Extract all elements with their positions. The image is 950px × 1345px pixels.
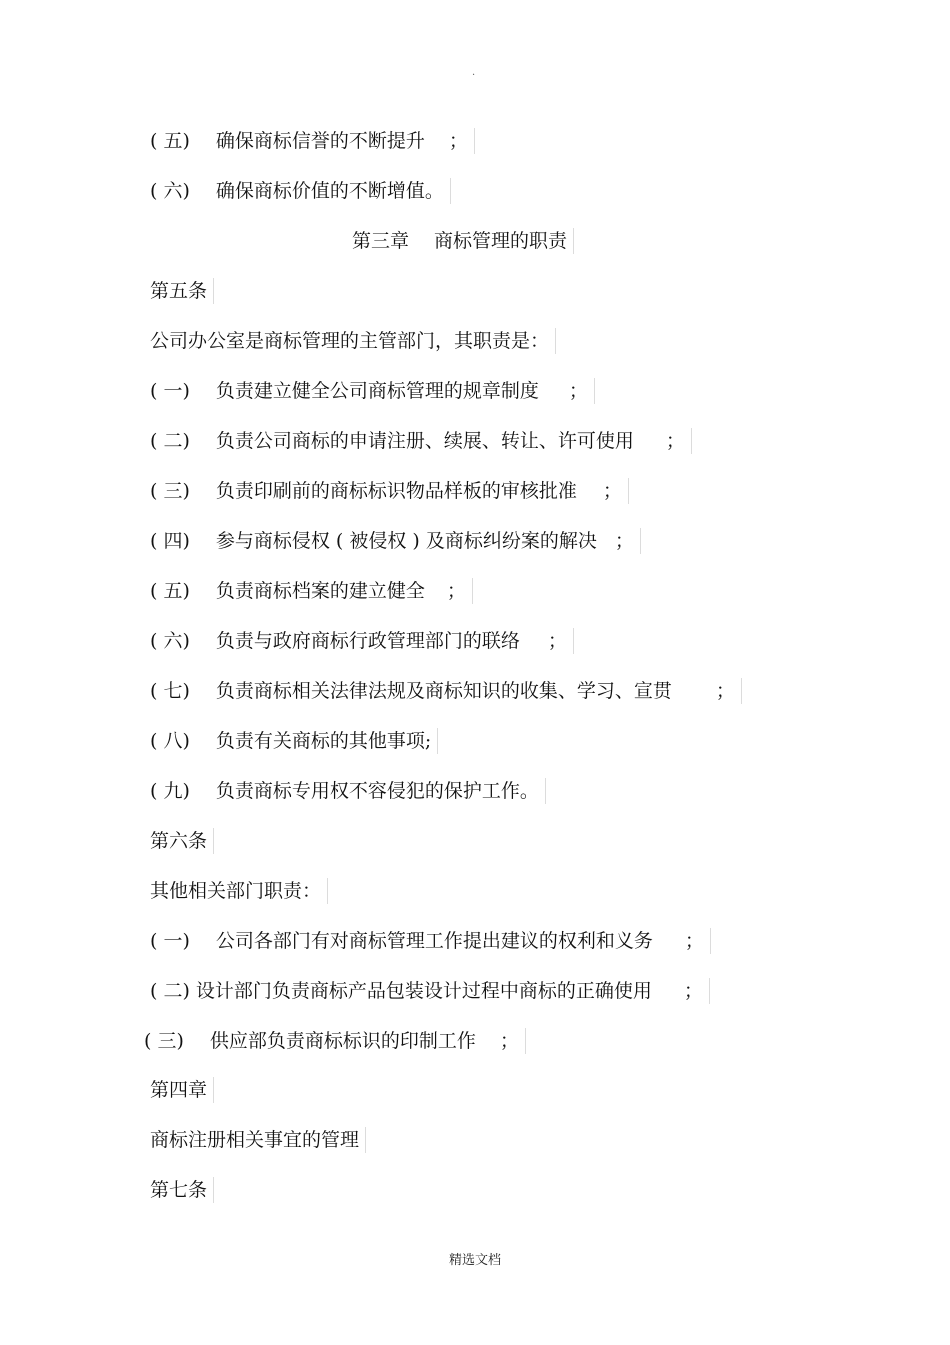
clause-text: 负责印刷前的商标标识物品样板的审核批准 <box>215 480 577 502</box>
clause-number: ( 四) <box>150 530 190 552</box>
clause-text: 公司各部门有对商标管理工作提出建议的权利和义务 <box>215 930 653 952</box>
clause-text: 负责公司商标的申请注册、续展、转让、许可使用 <box>215 430 634 452</box>
clause-semicolon: ； <box>446 580 466 602</box>
clause-number: ( 三) <box>144 1030 184 1052</box>
clause-line <box>150 378 595 404</box>
paragraph-line <box>150 878 328 904</box>
clause-line <box>150 678 742 704</box>
clause-semicolon: ； <box>499 1030 519 1052</box>
article-heading <box>150 1177 214 1203</box>
chapter-title-text: 商标注册相关事宜的管理 <box>150 1129 360 1151</box>
clause-number: ( 五) <box>150 130 190 152</box>
clause-semicolon: ； <box>684 930 704 952</box>
clause-number: ( 九) <box>150 780 190 802</box>
clause-semicolon: ； <box>448 130 468 152</box>
clause-number: ( 二) <box>150 430 190 452</box>
clause-number: ( 三) <box>150 480 190 502</box>
page-footer: 精选文档 <box>448 1253 501 1268</box>
clause-line <box>150 978 710 1004</box>
clause-semicolon: ； <box>665 430 685 452</box>
header-mark: · <box>472 70 476 81</box>
article-heading-text: 第七条 <box>150 1179 208 1201</box>
clause-semicolon: ； <box>614 530 634 552</box>
clause-text: 确保商标信誉的不断提升 <box>215 130 425 152</box>
clause-number: ( 八) <box>150 730 190 752</box>
clause-line <box>150 128 475 154</box>
clause-text: 负责商标专用权不容侵犯的保护工作。 <box>215 780 539 802</box>
article-heading <box>150 828 214 854</box>
article-heading <box>150 278 214 304</box>
clause-text: 负责与政府商标行政管理部门的联络 <box>215 630 520 652</box>
clause-number: ( 五) <box>150 580 190 602</box>
clause-semicolon: ； <box>547 630 567 652</box>
clause-text: 参与商标侵权 ( 被侵权 ) 及商标纠纷案的解决 <box>215 530 597 552</box>
clause-semicolon: ； <box>715 680 735 702</box>
clause-text: 负责商标档案的建立健全 <box>215 580 425 602</box>
clause-semicolon: ； <box>568 380 588 402</box>
article-heading-text: 第五条 <box>150 280 208 302</box>
clause-line <box>150 428 692 454</box>
clause-text: 供应部负责商标标识的印制工作 <box>209 1030 476 1052</box>
clause-line <box>150 928 711 954</box>
clause-semicolon: ； <box>683 980 703 1002</box>
chapter-heading <box>150 1077 214 1103</box>
clause-number: ( 七) <box>150 680 190 702</box>
paragraph-text: 公司办公室是商标管理的主管部门，其职责是： <box>150 330 550 352</box>
clause-line <box>150 778 546 804</box>
chapter-title <box>150 1127 366 1153</box>
paragraph-text: 其他相关部门职责： <box>150 880 322 902</box>
clause-line <box>150 178 451 204</box>
chapter-heading <box>352 228 574 254</box>
clause-line <box>150 528 641 554</box>
clause-number: ( 一) <box>150 930 190 952</box>
paragraph-line <box>150 328 556 354</box>
clause-text: ( 二) 设计部门负责商标产品包装设计过程中商标的正确使用 <box>150 980 652 1002</box>
clause-line <box>144 1028 526 1054</box>
clause-text: 负责建立健全公司商标管理的规章制度 <box>215 380 539 402</box>
clause-line <box>150 728 438 754</box>
clause-text: 负责商标相关法律法规及商标知识的收集、学习、宣贯 <box>215 680 672 702</box>
clause-text: 负责有关商标的其他事项; <box>215 730 432 752</box>
clause-line <box>150 628 574 654</box>
article-heading-text: 第六条 <box>150 830 208 852</box>
clause-number: ( 一) <box>150 380 190 402</box>
chapter-heading-text: 第四章 <box>150 1079 208 1101</box>
clause-number: ( 六) <box>150 180 190 202</box>
clause-number: ( 六) <box>150 630 190 652</box>
clause-line <box>150 578 473 604</box>
clause-line <box>150 478 629 504</box>
clause-semicolon: ； <box>602 480 622 502</box>
chapter-heading-text: 第三章 商标管理的职责 <box>352 230 568 252</box>
clause-text: 确保商标价值的不断增值。 <box>215 180 444 202</box>
